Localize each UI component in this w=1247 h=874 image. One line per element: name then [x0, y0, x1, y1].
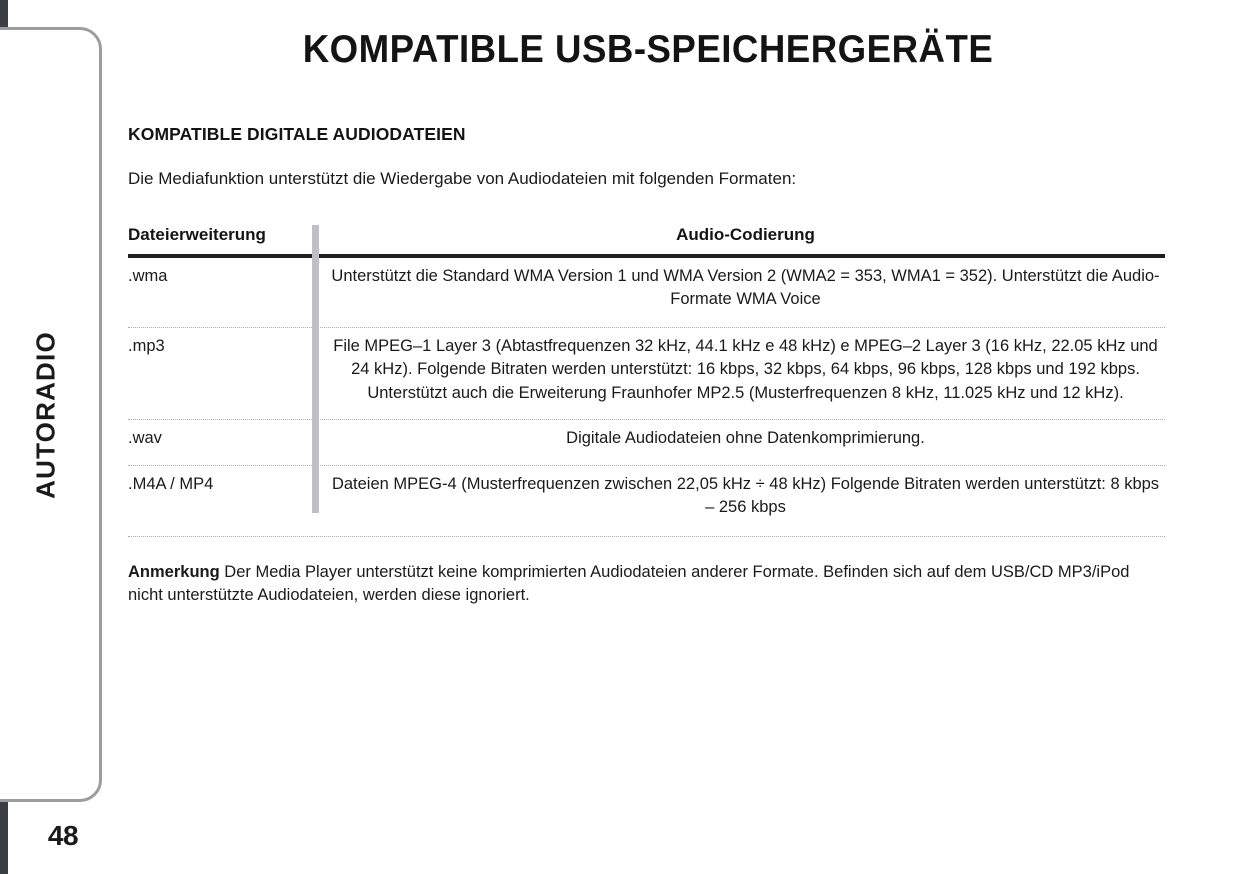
table-header-row: [128, 225, 1165, 256]
page-number: 48: [47, 820, 79, 851]
cell-extension: .M4A / MP4: [128, 465, 312, 537]
footnote-note: [128, 537, 1168, 607]
intro-paragraph: Die Mediafunktion unterstützt die Wiedergabe von Audiodateien mit folgenden Formaten:: [128, 169, 797, 188]
table-row: [128, 256, 1165, 327]
column-header-extension: Dateierweiterung: [128, 225, 312, 256]
cell-encoding: Digitale Audiodateien ohne Datenkomprimierung.: [312, 420, 1165, 465]
page-content: [128, 0, 1168, 607]
table-row: [128, 420, 1165, 465]
cell-extension: .wav: [128, 420, 312, 465]
column-header-encoding: Audio-Codierung: [312, 225, 1165, 256]
cell-encoding: Unterstützt die Standard WMA Version 1 und WMA Version 2 (WMA2 = 353, WMA1 = 352). Unterstützt die Audio-Formate WMA Voice: [312, 256, 1165, 327]
cell-extension: .mp3: [128, 327, 312, 419]
side-tab-autoradio: [0, 27, 102, 802]
side-tab-label: AUTORADIO: [30, 330, 61, 499]
audio-formats-table-wrapper: [128, 225, 1165, 537]
table-row: [128, 327, 1165, 419]
audio-formats-table: [128, 225, 1165, 537]
footnote-label: Anmerkung: [128, 563, 220, 582]
cell-extension: .wma: [128, 256, 312, 327]
section-heading: KOMPATIBLE DIGITALE AUDIODATEIEN: [128, 124, 466, 144]
cell-encoding: File MPEG–1 Layer 3 (Abtastfrequenzen 32 kHz, 44.1 kHz e 48 kHz) e MPEG–2 Layer 3 (16 kHz, 22.05 kHz und 24 kHz). Folgende Bitraten werden unterstützt: 16 kbps, 32 kbps, 64 kbps, 96 kbps, 128 kbps und 192 kbps. Unterstützt auch die Erweiterung Fraunhofer MP2.5 (Musterfrequenzen 8 kHz, 11.025 kHz und 12 kHz).: [312, 327, 1165, 419]
table-column-divider: [312, 225, 319, 513]
footnote-text: Der Media Player unterstützt keine komprimierten Audiodateien anderer Formate. Befinden sich auf dem USB/CD MP3/iPod nicht unterstützte Audiodateien, werden diese ignoriert.: [128, 563, 1130, 605]
page-title: KOMPATIBLE USB-SPEICHERGERÄTE: [302, 28, 994, 71]
table-row: [128, 465, 1165, 537]
cell-encoding: Dateien MPEG-4 (Musterfrequenzen zwischen 22,05 kHz ÷ 48 kHz) Folgende Bitraten werden unterstützt: 8 kbps – 256 kbps: [312, 465, 1165, 537]
